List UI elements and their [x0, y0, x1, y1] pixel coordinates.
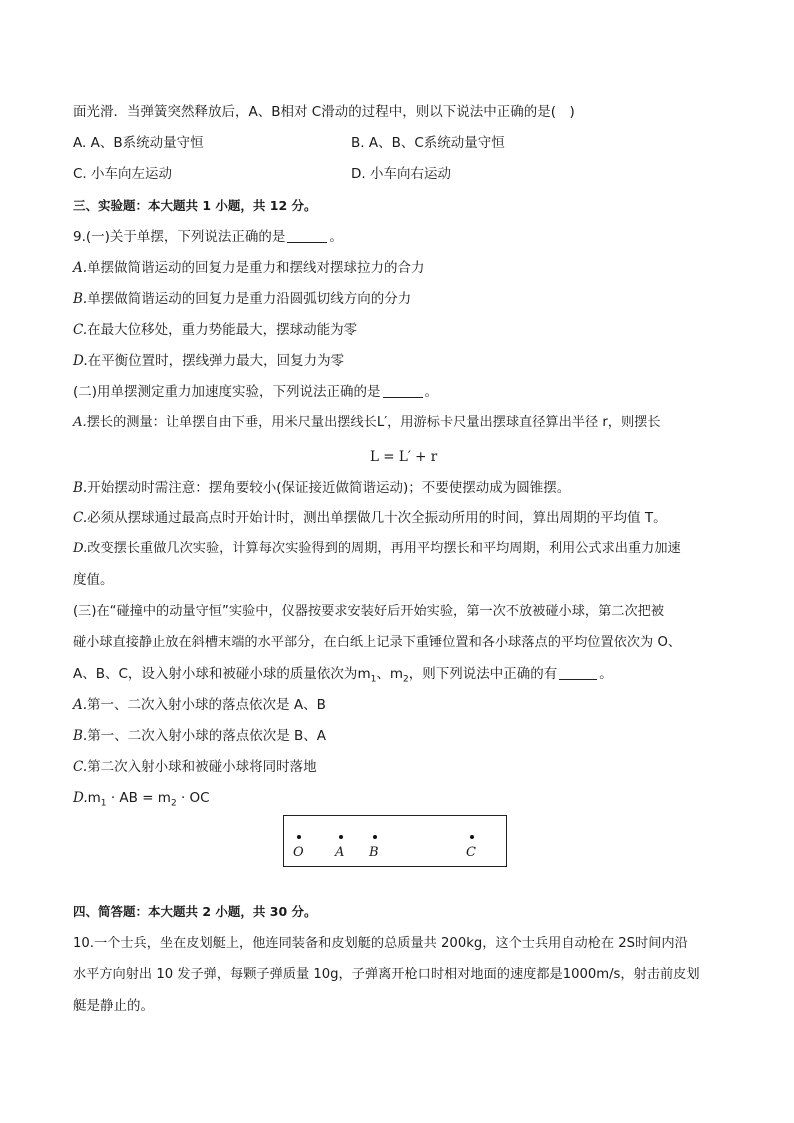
q9-part1-stem [73, 227, 343, 247]
q9-part2-option-d-cont: 度值。 [73, 572, 114, 588]
q9-part2-option-c [73, 508, 667, 528]
q9-part2-option-b [73, 478, 570, 498]
q10-line3: 艇是静止的。 [73, 998, 154, 1014]
section-3-title: 三、实验题：本大题共 1 小题，共 12 分。 [73, 198, 317, 213]
point-b-dot [373, 835, 377, 839]
formula-mid: · AB = m [106, 790, 171, 806]
option-text: 第一、二次入射小球的落点依次是 A、B [87, 697, 326, 713]
option-text: 开始摆动时需注意：摆角要较小(保证接近做简谐运动)；不要使摆动成为圆锥摆。 [87, 480, 571, 496]
option-label: D. [73, 541, 88, 556]
option-text: 单摆做简谐运动的回复力是重力沿圆弧切线方向的分力 [87, 291, 412, 307]
q8-option-d: D. 小车向右运动 [351, 166, 451, 182]
q9-part1-option-d [73, 351, 344, 371]
mass-m1: m [357, 666, 371, 682]
q9-part2-stem-end: 。 [424, 384, 439, 400]
mass-m2: m [389, 666, 403, 682]
point-a-dot [339, 835, 343, 839]
q9-part2-stem [73, 382, 438, 402]
answer-blank [383, 383, 423, 398]
option-text: 第一、二次入射小球的落点依次是 B、A [87, 728, 327, 744]
point-o-dot [297, 835, 301, 839]
q8-stem-continuation: 面光滑．当弹簧突然释放后，A、B相对 C滑动的过程中，则以下说法中正确的是( ) [73, 104, 575, 120]
q9-part2-option-d [73, 539, 681, 559]
q9-part2-stem-text: (二)用单摆测定重力加速度实验，下列说法正确的是 [73, 384, 381, 400]
point-c-label: C [466, 845, 476, 860]
option-text: 改变摆长重做几次实验，计算每次实验得到的周期，再用平均摆长和平均周期，利用公式求出重力加速 [87, 541, 681, 556]
option-label: C. [73, 510, 88, 526]
q9-part3-option-a [73, 695, 326, 715]
mass-m1-subscript: 1 [370, 674, 377, 685]
section-4-title: 四、简答题：本大题共 2 小题，共 30 分。 [73, 904, 317, 919]
point-a-label: A [335, 845, 345, 860]
option-text: 第二次入射小球和被碰小球将同时落地 [87, 759, 317, 775]
option-text: 在平衡位置时，摆线弹力最大，回复力为零 [87, 353, 345, 369]
q9-part1-option-a [73, 258, 425, 278]
option-label: C. [73, 759, 88, 775]
option-text: 摆长的测量：让单摆自由下垂，用米尺量出摆线长L′，用游标卡尺量出摆球直径算出半径 r，则摆长 [86, 415, 661, 430]
option-label: B. [73, 728, 88, 744]
q9-part2-option-a [73, 413, 661, 433]
option-label: C. [73, 322, 88, 338]
option-label: A. [73, 697, 88, 713]
q10-line1: 10.一个士兵，坐在皮划艇上，他连同装备和皮划艇的总质量共 200kg，这个士兵用自动枪在 2S时间内沿 [73, 936, 688, 951]
formula-m1-subscript: 1 [100, 798, 107, 809]
option-text: 在最大位移处，重力势能最大，摆球动能为零 [87, 322, 358, 338]
q9-part3-option-d [73, 788, 210, 814]
q8-option-c: C. 小车向左运动 [73, 166, 173, 182]
point-c-dot [470, 835, 474, 839]
separator: 、 [376, 666, 390, 682]
option-label: D. [73, 353, 88, 369]
q8-option-b: B. A、B、C系统动量守恒 [351, 135, 505, 151]
q9-part3-line3-end: 。 [599, 666, 613, 682]
option-label: A. [73, 415, 87, 430]
formula-end: · OC [176, 790, 210, 806]
option-label: B. [73, 291, 88, 307]
q9-part1-stem-end: 。 [329, 229, 343, 245]
option-label: B. [73, 480, 88, 496]
q9-part1-option-c [73, 320, 357, 340]
answer-blank [559, 665, 597, 680]
q9-part3-option-b [73, 726, 326, 746]
option-text: 必须从摆球通过最高点时开始计时，测出单摆做几十次全振动所用的时间，算出周期的平均值 T。 [87, 510, 667, 526]
point-o-label: O [293, 845, 304, 860]
q9-part3-line3-text2: ，则下列说法中正确的有 [408, 666, 558, 682]
q9-part3-line3 [73, 664, 613, 690]
formula-m2-subscript: 2 [170, 798, 177, 809]
q8-option-a: A. A、B系统动量守恒 [73, 135, 204, 151]
option-label: D. [73, 790, 88, 806]
pendulum-length-formula: L = L′ + r [370, 449, 438, 465]
point-b-label: B [369, 845, 379, 860]
option-text: 单摆做简谐运动的回复力是重力和摆线对摆球拉力的合力 [87, 260, 425, 276]
mass-m2-subscript: 2 [402, 674, 409, 685]
q9-part3-line1: (三)在“碰撞中的动量守恒”实验中，仪器按要求安装好后开始实验，第一次不放被碰小球，第二次把被 [73, 604, 665, 619]
q9-part1-option-b [73, 289, 411, 309]
option-label: A. [73, 260, 88, 276]
q9-part1-stem-text: 9.(一)关于单摆，下列说法正确的是 [73, 229, 286, 245]
answer-blank [287, 228, 327, 243]
q9-part3-line3-text: A、B、C，设入射小球和被碰小球的质量依次为 [73, 666, 358, 682]
landing-points-figure [283, 815, 507, 867]
q9-part3-line2: 碰小球直接静止放在斜槽末端的水平部分，在白纸上记录下重锤位置和各小球落点的平均位置依次为 O、 [73, 635, 682, 650]
q10-line2: 水平方向射出 10 发子弹，每颗子弹质量 10g，子弹离开枪口时相对地面的速度都是1000m/s，射击前皮划 [73, 967, 700, 982]
formula-m1: m [87, 790, 101, 806]
q9-part3-option-c [73, 757, 317, 777]
